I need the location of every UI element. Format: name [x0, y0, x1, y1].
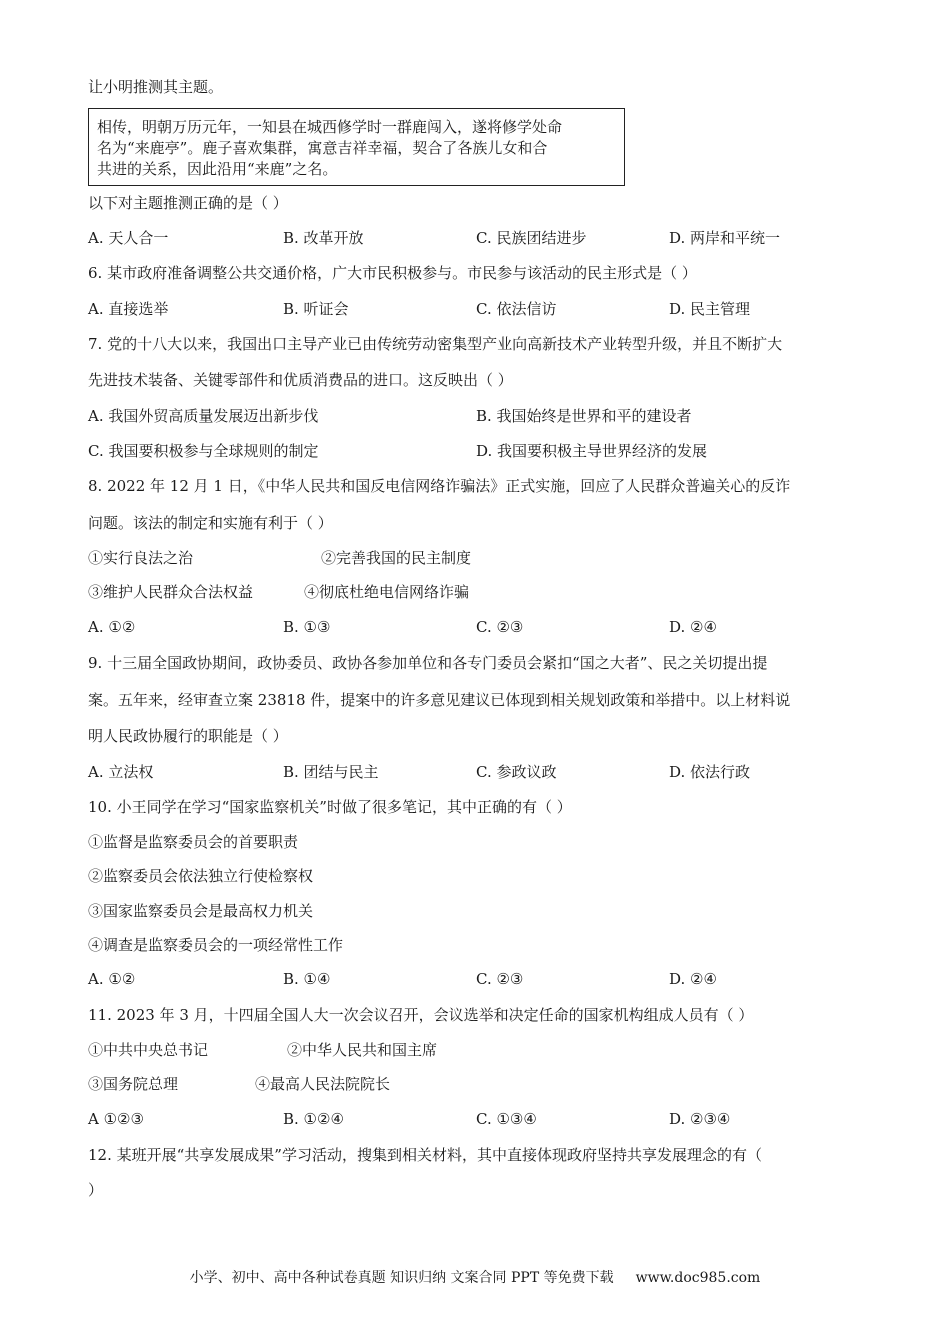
q8-item-2: ②完善我国的民主制度: [321, 549, 472, 567]
q11-item-4: ④最高人民法院院长: [255, 1075, 391, 1093]
intro-line: 让小明推测其主题。: [88, 78, 224, 96]
q8-item-1: ①实行良法之治: [88, 549, 194, 567]
q7-stem: 7. 党的十八大以来，我国出口主导产业已由传统劳动密集型产业向高新技术产业转型升级，并且不断扩大: [88, 335, 783, 353]
q9-option-b: B. 团结与民主: [283, 763, 379, 781]
q10-item-3: ③国家监察委员会是最高权力机关: [88, 902, 314, 920]
q9-option-a: A. 立法权: [88, 763, 154, 781]
q6-option-c: C. 依法信访: [476, 300, 557, 318]
q10-option-d: D. ②④: [669, 970, 717, 988]
q6-option-b: B. 听证会: [283, 300, 349, 318]
footer-website-link[interactable]: www.doc985.com: [635, 1270, 761, 1286]
q9-option-d: D. 依法行政: [669, 763, 751, 781]
q7-option-c: C. 我国要积极参与全球规则的制定: [88, 442, 319, 460]
q6-stem: 6. 某市政府准备调整公共交通价格，广大市民积极参与。市民参与该活动的民主形式是（ ）: [88, 264, 697, 282]
q8-item-4: ④彻底杜绝电信网络诈骗: [304, 583, 470, 601]
page-footer: [0, 1268, 950, 1288]
q12-stem-cont: ）: [88, 1181, 104, 1199]
q10-option-b: B. ①④: [283, 970, 331, 988]
q8-option-a: A. ①②: [88, 618, 136, 636]
q11-option-a: A ①②③: [88, 1110, 144, 1128]
q7-option-a: A. 我国外贸高质量发展迈出新步伐: [88, 407, 319, 425]
q9-option-c: C. 参政议政: [476, 763, 557, 781]
q7-stem-cont: 先进技术装备、关键零部件和优质消费品的进口。这反映出（ ）: [88, 371, 513, 389]
q8-option-c: C. ②③: [476, 618, 524, 636]
footer-text: 小学、初中、高中各种试卷真题 知识归纳 文案合同 PPT 等免费下载: [189, 1270, 614, 1286]
q9-stem: 9. 十三届全国政协期间，政协委员、政协各参加单位和各专门委员会紧扣“国之大者”、民之关切提出提: [88, 654, 768, 672]
q5-option-c: C. 民族团结进步: [476, 229, 587, 247]
q7-option-d: D. 我国要积极主导世界经济的发展: [476, 442, 708, 460]
q5-option-b: B. 改革开放: [283, 229, 364, 247]
q9-stem-cont: 明人民政协履行的职能是（ ）: [88, 727, 288, 745]
q12-stem: 12. 某班开展“共享发展成果”学习活动，搜集到相关材料，其中直接体现政府坚持共享发展理念的有（: [88, 1146, 762, 1164]
q8-option-b: B. ①③: [283, 618, 331, 636]
material-line: 共进的关系，因此沿用“来鹿”之名。: [97, 160, 338, 178]
q11-option-b: B. ①②④: [283, 1110, 344, 1128]
q11-option-c: C. ①③④: [476, 1110, 537, 1128]
q10-item-2: ②监察委员会依法独立行使检察权: [88, 867, 314, 885]
q11-item-1: ①中共中央总书记: [88, 1041, 209, 1059]
q11-item-3: ③国务院总理: [88, 1075, 179, 1093]
q6-option-a: A. 直接选举: [88, 300, 169, 318]
q6-option-d: D. 民主管理: [669, 300, 751, 318]
q10-item-1: ①监督是监察委员会的首要职责: [88, 833, 299, 851]
material-line: 名为“来鹿亭”。鹿子喜欢集群，寓意吉祥幸福，契合了各族儿女和合: [97, 139, 548, 157]
q10-item-4: ④调查是监察委员会的一项经常性工作: [88, 936, 344, 954]
q11-item-2: ②中华人民共和国主席: [287, 1041, 438, 1059]
q8-stem: 8. 2022 年 12 月 1 日，《中华人民共和国反电信网络诈骗法》正式实施，回应了人民群众普遍关心的反诈: [88, 477, 791, 495]
q11-option-d: D. ②③④: [669, 1110, 731, 1128]
q8-option-d: D. ②④: [669, 618, 717, 636]
q7-option-b: B. 我国始终是世界和平的建设者: [476, 407, 692, 425]
q9-stem-cont: 案。五年来，经审查立案 23818 件，提案中的许多意见建议已体现到相关规划政策和举措中。以上材料说: [88, 691, 791, 709]
q8-item-3: ③维护人民群众合法权益: [88, 583, 254, 601]
q10-option-a: A. ①②: [88, 970, 136, 988]
material-line: 相传，明朝万历元年，一知县在城西修学时一群鹿闯入，遂将修学处命: [97, 118, 563, 136]
q5-stem: 以下对主题推测正确的是（ ）: [88, 194, 288, 212]
q5-option-d: D. 两岸和平统一: [669, 229, 781, 247]
q10-stem: 10. 小王同学在学习“国家监察机关”时做了很多笔记，其中正确的有（ ）: [88, 798, 572, 816]
q5-option-a: A. 天人合一: [88, 229, 169, 247]
material-box: [88, 108, 625, 186]
q10-option-c: C. ②③: [476, 970, 524, 988]
q8-stem-cont: 问题。该法的制定和实施有利于（ ）: [88, 514, 333, 532]
q11-stem: 11. 2023 年 3 月，十四届全国人大一次会议召开，会议选举和决定任命的国家机构组成人员有（ ）: [88, 1006, 754, 1024]
